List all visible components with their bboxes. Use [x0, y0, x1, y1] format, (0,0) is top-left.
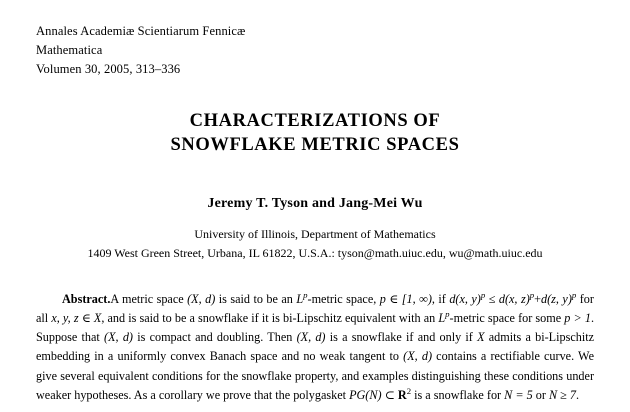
abstract-seg-16: is a snowflake for [411, 388, 505, 403]
abstract-math-12: (X, d) [296, 330, 326, 345]
abstract-seg-15: contains a rectifiable curve. We give several equivalent conditions for the snowflake property, and examples distinguishing these conditions under weaker hypotheses. As a corollary we prove that the polygasket [36, 349, 594, 403]
abstract-math-6: d(z, y) [541, 291, 572, 306]
abstract-math-7: x, y, z ∈ X [51, 310, 102, 325]
abstract-math-10: p > 1 [564, 310, 591, 325]
abstract-seg-18: . [575, 388, 580, 403]
abstract-seg-17: or [532, 388, 549, 403]
abstract-math-14: (X, d) [403, 349, 433, 364]
abstract-math-11: (X, d) [104, 330, 133, 345]
abstract-math-15: PG(N) ⊂ [349, 388, 398, 403]
abstract-math-4: d(x, y) [449, 291, 481, 306]
journal-volume-line: Volumen 30, 2005, 313–336 [36, 62, 181, 76]
journal-name-line1: Annales Academiæ Scientiarum Fennicæ [36, 24, 246, 38]
abstract-seg-4: , if [431, 291, 450, 306]
abstract-block [36, 290, 594, 406]
abstract-seg-6: + [534, 291, 542, 306]
title-line-2: SNOWFLAKE METRIC SPACES [170, 135, 460, 156]
abstract-label: Abstract. [62, 291, 111, 306]
abstract-math-17: N ≥ 7 [548, 388, 576, 403]
abstract-math-13: X [477, 330, 485, 345]
abstract-math-4-sup: p [480, 289, 486, 300]
abstract-seg-5: ≤ [485, 291, 499, 306]
abstract-math-9: L [438, 310, 446, 325]
abstract-math-2-sup: p [303, 289, 308, 300]
journal-name-line2: Mathematica [36, 43, 103, 57]
abstract-math-5-sup: p [529, 289, 535, 300]
abstract-math-3: p ∈ [1, ∞) [379, 291, 432, 306]
abstract-seg-14: admits a bi-Lipschitz embedding in a uniformly convex Banach space and no weak tangent to [36, 330, 595, 364]
abstract-seg-3: -metric space, [307, 291, 380, 306]
abstract-math-2: L [296, 291, 304, 306]
abstract-math-5: d(x, z) [498, 291, 530, 306]
abstract-seg-10: -metric space for some [449, 310, 565, 325]
author-list: Jeremy T. Tyson and Jang-Mei Wu [207, 195, 423, 211]
abstract-seg-1: A metric space [110, 291, 188, 306]
abstract-math-6-sup: p [571, 289, 577, 300]
abstract-seg-7: for all [36, 291, 594, 325]
abstract-seg-2: is said to be an [215, 291, 297, 306]
abstract-seg-12: is compact and doubling. Then [132, 330, 297, 345]
title-line-1: CHARACTERIZATIONS OF [189, 111, 441, 131]
affiliation-block [36, 225, 594, 264]
affiliation-line-2: 1409 West Green Street, Urbana, IL 61822, U.S.A.: tyson@math.uiuc.edu, wu@math.uiuc.edu [87, 246, 543, 261]
affiliation-line-1: University of Illinois, Department of Mathematics [194, 226, 436, 241]
abstract-seg-9: an [423, 310, 439, 325]
abstract-math-9-sup: p [445, 308, 450, 319]
abstract-math-16: N = 5 [504, 388, 533, 403]
abstract-seg-8: , and is said to be a snowflake if it is bi-Lipschitz equivalent with [101, 310, 421, 325]
abstract-seg-11: . Suppose that [36, 310, 594, 345]
abstract-math-15-set: R [397, 388, 407, 403]
journal-header [36, 22, 594, 79]
abstract-math-1: (X, d) [187, 291, 216, 306]
abstract-math-15-sup: 2 [406, 385, 412, 396]
abstract-seg-13: is a snowflake if and only if [325, 330, 478, 345]
paper-title [36, 109, 594, 158]
